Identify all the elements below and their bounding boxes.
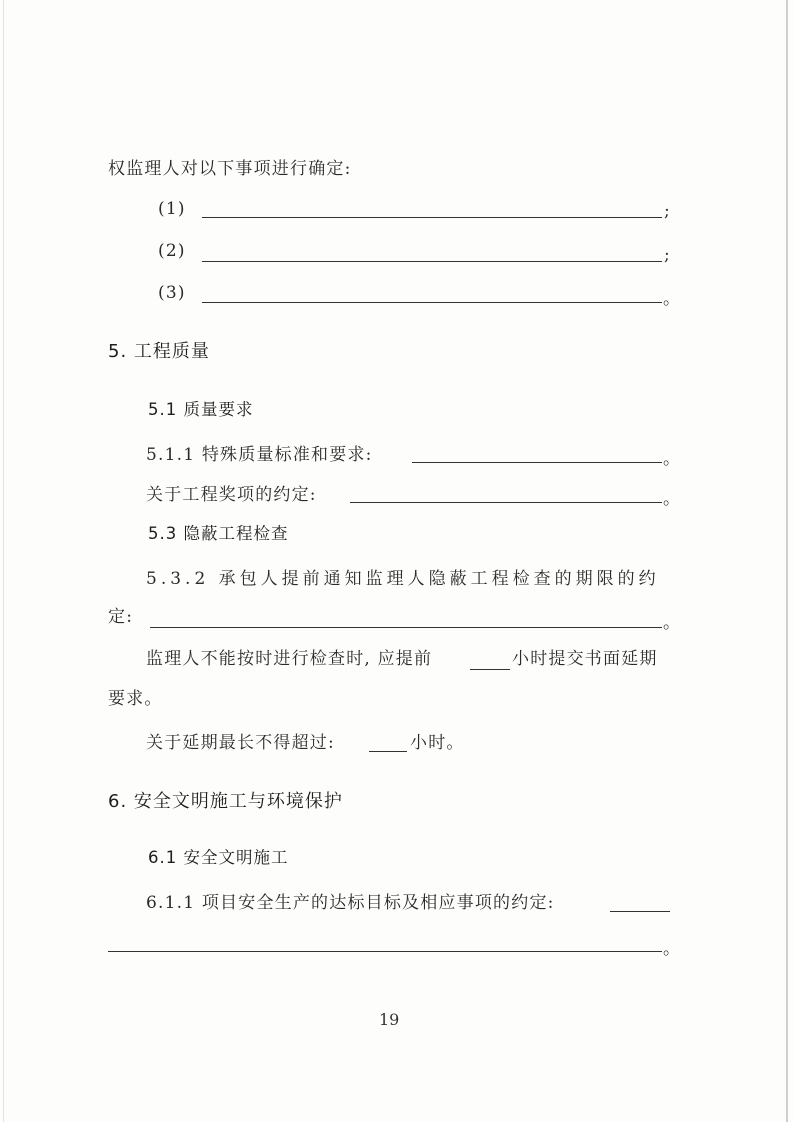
section-6-1-title: 6.1 安全文明施工 — [148, 848, 289, 867]
section-6-1-1-text: 6.1.1 项目安全生产的达标目标及相应事项的约定: — [146, 893, 555, 913]
safety-goal-blank-1[interactable] — [610, 911, 670, 912]
award-blank[interactable] — [350, 502, 662, 503]
safety-goal-end: 。 — [663, 939, 680, 959]
section-5-3-2-text: 5.3.2 承包人提前通知监理人隐蔽工程检查的期限的约 — [146, 569, 660, 589]
max-delay-after: 小时。 — [410, 733, 465, 753]
delay-hours-blank[interactable] — [470, 669, 510, 670]
award-text: 关于工程奖项的约定: — [146, 485, 317, 505]
item-2-label: (2) — [158, 241, 186, 261]
item-1-end: ; — [664, 201, 670, 221]
section-5-3-2-cont: 定: — [108, 607, 134, 627]
section-5-title: 5. 工程质量 — [108, 341, 210, 362]
item-2-end: ; — [664, 245, 670, 265]
item-3-blank[interactable] — [202, 302, 662, 303]
max-delay-before: 关于延期最长不得超过: — [146, 733, 335, 753]
delay-text-cont: 要求。 — [108, 689, 163, 709]
section-6-title: 6. 安全文明施工与环境保护 — [108, 791, 343, 812]
delay-text-before: 监理人不能按时进行检查时, 应提前 — [146, 649, 433, 669]
item-3-end: 。 — [663, 289, 680, 309]
quality-standard-blank[interactable] — [412, 462, 662, 463]
inspection-period-end: 。 — [663, 613, 680, 633]
inspection-period-blank[interactable] — [150, 627, 662, 628]
quality-standard-end: 。 — [663, 449, 680, 469]
delay-text-after: 小时提交书面延期 — [512, 649, 658, 669]
scan-edge-right — [786, 0, 788, 1122]
scan-edge-left — [3, 0, 4, 1122]
item-2-blank[interactable] — [202, 261, 662, 262]
item-1-label: (1) — [158, 199, 186, 219]
item-3-label: (3) — [158, 283, 186, 303]
safety-goal-blank-2[interactable] — [108, 951, 662, 952]
section-5-1-title: 5.1 质量要求 — [148, 400, 254, 419]
section-5-3-title: 5.3 隐蔽工程检查 — [148, 524, 289, 543]
item-1-blank[interactable] — [202, 217, 662, 218]
page-number: 19 — [379, 1010, 400, 1029]
max-delay-blank[interactable] — [369, 751, 407, 752]
section-5-1-1-text: 5.1.1 特殊质量标准和要求: — [146, 445, 373, 465]
intro-text: 权监理人对以下事项进行确定: — [108, 159, 352, 179]
award-end: 。 — [663, 489, 680, 509]
